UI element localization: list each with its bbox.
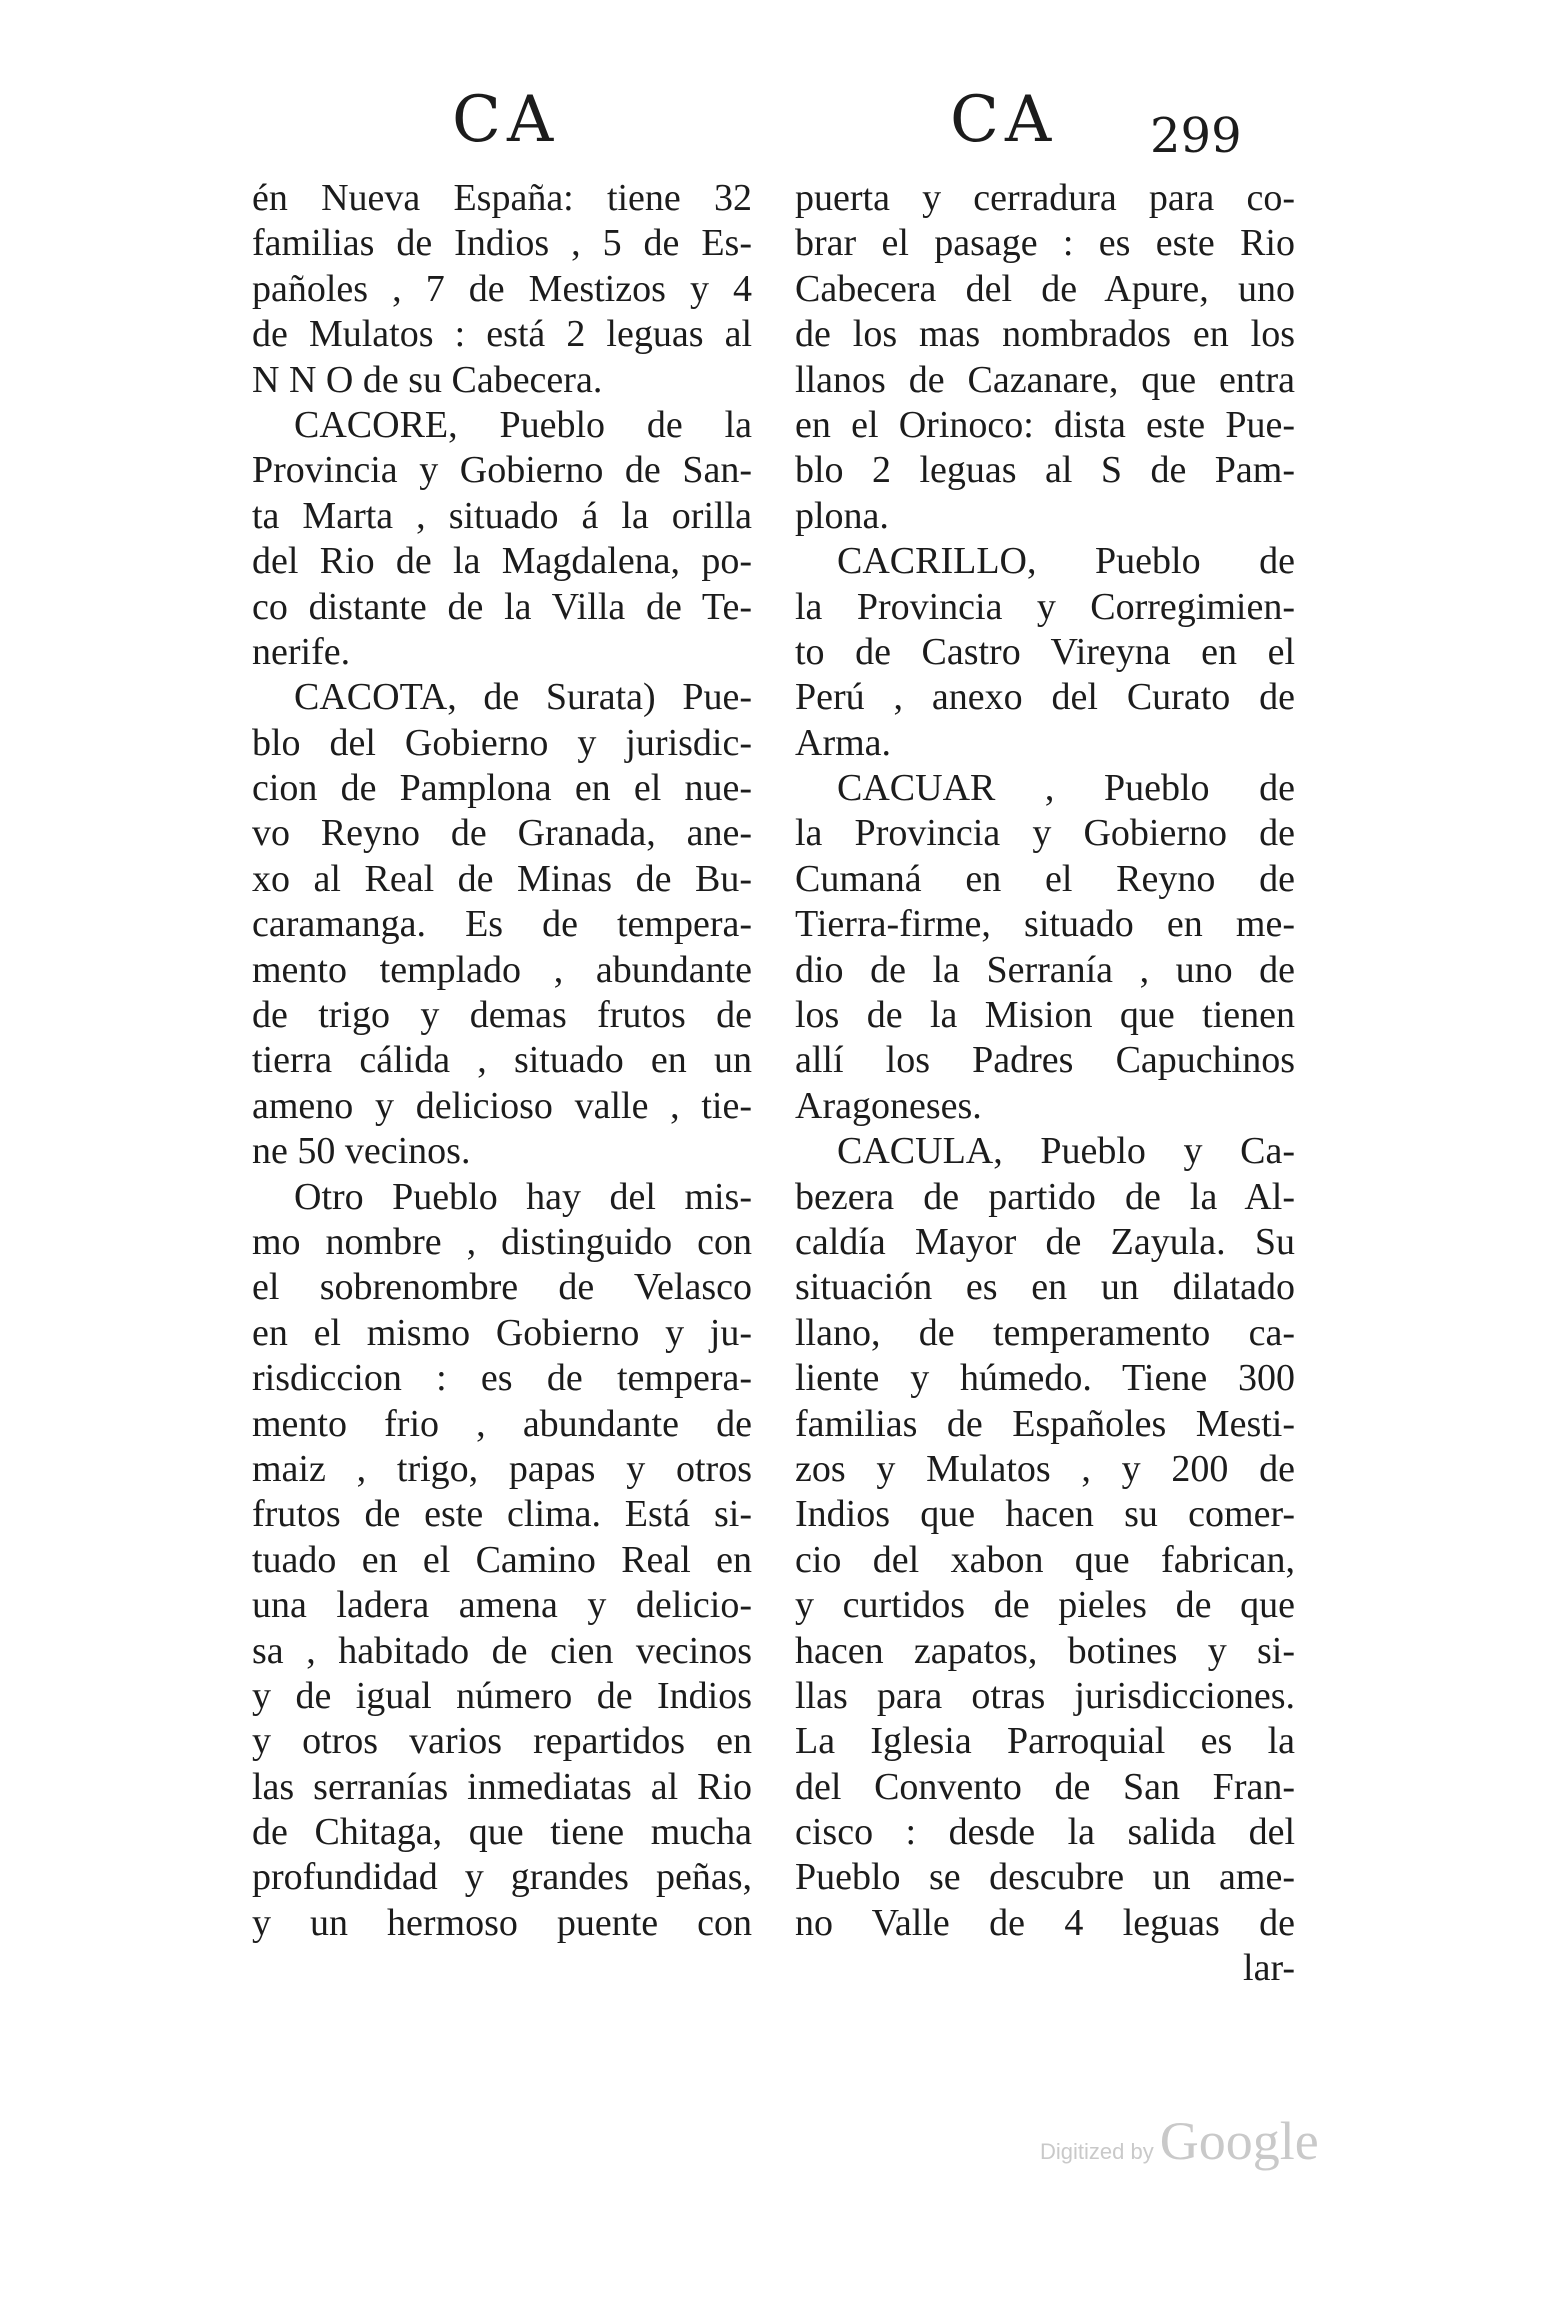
text-line: CACULA, Pueblo y Ca- [837, 1130, 1295, 1173]
text-line: familias de Españoles Mesti- [795, 1402, 1295, 1445]
text-line: Tierra-firme, situado en me- [795, 903, 1295, 946]
digitized-watermark [1040, 2110, 1319, 2172]
text-line: cion de Pamplona en el nue- [252, 767, 752, 810]
text-line: ameno y delicioso valle , tie- [252, 1084, 752, 1127]
text-line: mo nombre , distinguido con [252, 1220, 752, 1263]
text-line: de los mas nombrados en los [795, 313, 1295, 356]
text-line: familias de Indios , 5 de Es- [252, 222, 752, 265]
text-line: dio de la Serranía , uno de [795, 948, 1295, 991]
text-line: nerife. [252, 630, 351, 673]
text-line: vo Reyno de Granada, ane- [252, 812, 752, 855]
text-line: frutos de este clima. Está si- [252, 1493, 752, 1536]
text-line: to de Castro Vireyna en el [795, 630, 1295, 673]
text-line: allí los Padres Capuchinos [795, 1039, 1295, 1082]
text-line: Provincia y Gobierno de San- [252, 449, 752, 492]
text-line: brar el pasage : es este Rio [795, 222, 1295, 265]
text-line: Perú , anexo del Curato de [795, 676, 1295, 719]
text-line: co distante de la Villa de Te- [252, 585, 752, 628]
text-line: Cumaná en el Reyno de [795, 857, 1295, 900]
text-line: Otro Pueblo hay del mis- [294, 1175, 752, 1218]
page-number: 299 [1150, 108, 1242, 164]
text-line: y un hermoso puente con [252, 1901, 752, 1944]
text-line: ta Marta , situado á la orilla [252, 494, 752, 537]
text-line: CACRILLO, Pueblo de [837, 540, 1295, 583]
text-line: caramanga. Es de tempera- [252, 903, 752, 946]
text-line: Indios que hacen su comer- [795, 1493, 1295, 1536]
text-line: CACUAR , Pueblo de [837, 767, 1295, 810]
text-line: risdiccion : es de tempera- [252, 1357, 752, 1400]
text-line: tuado en el Camino Real en [252, 1538, 752, 1581]
text-line: CACORE, Pueblo de la [294, 403, 752, 446]
digitized-by-text: Digitized by [1040, 2139, 1154, 2164]
running-header-right: CA [950, 83, 1058, 157]
text-line: los de la Mision que tienen [795, 994, 1295, 1037]
text-line: pañoles , 7 de Mestizos y 4 [252, 267, 752, 310]
text-line: bezera de partido de la Al- [795, 1175, 1295, 1218]
text-line: blo 2 leguas al S de Pam- [795, 449, 1295, 492]
text-line: mento frio , abundante de [252, 1402, 752, 1445]
text-line: llas para otras jurisdicciones. [795, 1674, 1295, 1717]
text-line: en el mismo Gobierno y ju- [252, 1311, 752, 1354]
text-column-right [795, 176, 1295, 1992]
text-line: y otros varios repartidos en [252, 1720, 752, 1763]
text-line: de Mulatos : está 2 leguas al [252, 313, 752, 356]
text-column-left [252, 176, 752, 1946]
text-line: cio del xabon que fabrican, [795, 1538, 1295, 1581]
text-line: caldía Mayor de Zayula. Su [795, 1220, 1295, 1263]
text-line: la Provincia y Corregimien- [795, 585, 1295, 628]
text-line: puerta y cerradura para co- [795, 177, 1295, 219]
text-line: el sobrenombre de Velasco [252, 1266, 752, 1309]
text-line: N N O de su Cabecera. [252, 358, 603, 401]
text-line: xo al Real de Minas de Bu- [252, 857, 752, 900]
text-line: Pueblo se descubre un ame- [795, 1856, 1295, 1899]
text-line: mento templado , abundante [252, 948, 752, 991]
running-header-left: CA [452, 83, 560, 157]
text-line: en el Orinoco: dista este Pue- [795, 403, 1295, 446]
text-line: ne 50 vecinos. [252, 1130, 471, 1173]
text-line: cisco : desde la salida del [795, 1811, 1295, 1854]
text-line: de Chitaga, que tiene mucha [252, 1811, 752, 1854]
text-line: lar- [1243, 1947, 1295, 1990]
text-line: del Convento de San Fran- [795, 1765, 1295, 1808]
text-line: hacen zapatos, botines y si- [795, 1629, 1295, 1672]
text-line: Aragoneses. [795, 1084, 982, 1127]
text-line: y curtidos de pieles de que [795, 1584, 1295, 1627]
text-line: de trigo y demas frutos de [252, 994, 752, 1037]
text-line: del Rio de la Magdalena, po- [252, 540, 752, 583]
text-line: Arma. [795, 721, 892, 764]
text-line: plona. [795, 494, 889, 537]
text-line: la Provincia y Gobierno de [795, 812, 1295, 855]
text-line: y de igual número de Indios [252, 1674, 752, 1717]
text-line: én Nueva España: tiene 32 [252, 177, 752, 219]
text-line: llanos de Cazanare, que entra [795, 358, 1295, 401]
text-line: una ladera amena y delicio- [252, 1584, 752, 1627]
text-line: las serranías inmediatas al Rio [252, 1765, 752, 1808]
text-line: La Iglesia Parroquial es la [795, 1720, 1295, 1763]
text-line: tierra cálida , situado en un [252, 1039, 752, 1082]
text-line: sa , habitado de cien vecinos [252, 1629, 752, 1672]
text-line: zos y Mulatos , y 200 de [795, 1447, 1295, 1490]
text-line: CACOTA, de Surata) Pue- [294, 676, 752, 719]
text-line: maiz , trigo, papas y otros [252, 1447, 752, 1490]
text-line: situación es en un dilatado [795, 1266, 1295, 1309]
text-line: Cabecera del de Apure, uno [795, 267, 1295, 310]
text-line: profundidad y grandes peñas, [252, 1856, 752, 1899]
text-line: liente y húmedo. Tiene 300 [795, 1357, 1295, 1400]
text-line: llano, de temperamento ca- [795, 1311, 1295, 1354]
text-line: blo del Gobierno y jurisdic- [252, 721, 752, 764]
google-brand-text: Google [1159, 2111, 1319, 2171]
text-line: no Valle de 4 leguas de [795, 1901, 1295, 1944]
